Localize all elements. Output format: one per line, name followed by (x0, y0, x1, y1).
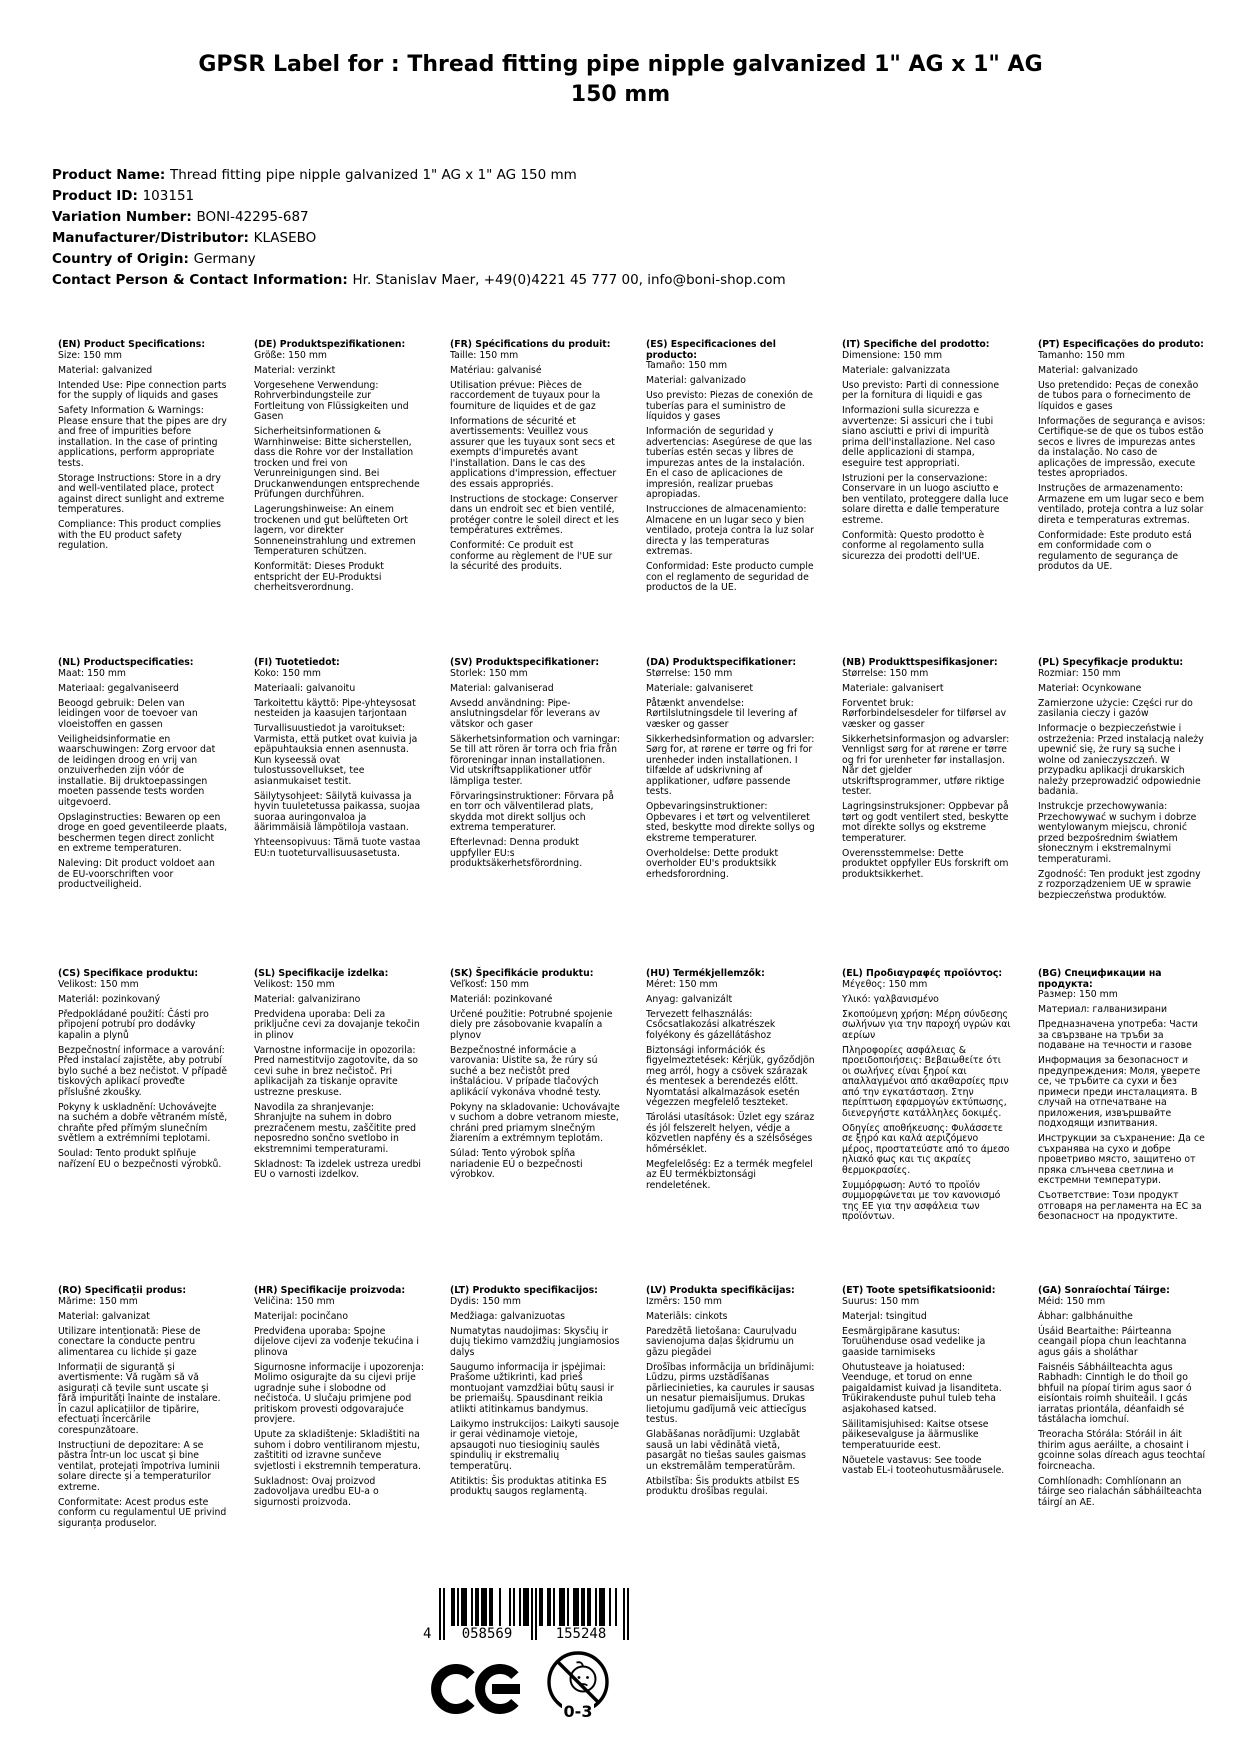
spec-paragraph: Veľkosť: 150 mm (450, 978, 529, 990)
spec-header: (EL) Προδιαγραφές προϊόντος: (842, 968, 1003, 979)
barcode-bar (549, 1588, 551, 1626)
spec-paragraph: Súlad: Tento výrobok spĺňa nariadenie EÚ o bezpečnosti výrobkov. (450, 1148, 583, 1180)
spec-paragraph: Tamanho: 150 mm (1038, 349, 1125, 361)
ce-mark-icon (430, 1660, 526, 1722)
spec-paragraph: Informations de sécurité et avertissements: Veuillez vous assurer que les tuyaux sont secs et exempts d'impuretés avant l'installation. Dans le cas des applications d'impression, effectuer des essais appropriés. (450, 415, 617, 490)
spec-paragraph: Instrucțiuni de depozitare: A se păstra într-un loc uscat și bine ventilat, protejați împotriva luminii solare directe și a temperaturilor extreme. (58, 1439, 220, 1493)
spec-paragraph: Materiaali: galvanoitu (254, 682, 356, 694)
spec-paragraph: Forventet bruk: Rørforbindelsesdeler for tilførsel av væsker og gasser (842, 697, 1007, 730)
spec-paragraph: Navodila za shranjevanje: Shranjujte na suhem in dobro prezračenem mestu, zaščitite pred neposredno sončno svetlobo in ekstremnimi temperaturami. (254, 1101, 416, 1155)
spec-paragraph: Materiál: pozinkovaný (58, 993, 161, 1005)
barcode-digit-first: 4 (423, 1626, 432, 1642)
product-info-label: Variation Number: (52, 209, 197, 225)
spec-paragraph: Информация за безопасност и предупреждения: Моля, уверете се, че тръбите са сухи и без примеси преди инсталацията. В случай на отпечатване на приложения, извършвайте подходящи изпитвания. (1038, 1055, 1201, 1129)
barcode-bar (535, 1588, 537, 1640)
spec-paragraph: Materiāls: cinkots (646, 1310, 728, 1322)
barcode-bar (627, 1588, 629, 1640)
spec-paragraph: Soulad: Tento produkt splňuje nařízení EU o bezpečnosti výrobků. (58, 1148, 222, 1170)
spec-paragraph: Størrelse: 150 mm (842, 667, 929, 679)
spec-paragraph: Material: galvanizat (58, 1310, 150, 1322)
spec-paragraph: Rozmiar: 150 mm (1038, 667, 1121, 679)
spec-paragraph: Sikkerhetsinformasjon og advarsler: Vennligst sørg for at rørene er tørre og fri for urenheter før installasjon. Når det gjelder utskriftsprogrammer, utføre riktige tester. (842, 733, 1010, 797)
spec-header: (SK) Špecifikácie produktu: (450, 968, 594, 979)
barcode-bar (531, 1588, 533, 1640)
spec-paragraph: Предназначена употреба: Части за свързване на тръби за подаване на течности и газове (1038, 1019, 1198, 1051)
barcode-bar (519, 1588, 521, 1626)
spec-header: (NL) Productspecificaties: (58, 657, 194, 668)
spec-paragraph: Intended Use: Pipe connection parts for the supply of liquids and gases (58, 379, 227, 401)
spec-block-ga (1038, 1286, 1208, 1529)
spec-paragraph: Conformità: Questo prodotto è conforme al regolamento sulla sicurezza dei prodotti dell'UE. (842, 529, 985, 562)
barcode-bar (457, 1588, 459, 1626)
spec-paragraph: Størrelse: 150 mm (646, 667, 733, 679)
spec-paragraph: Material: galvaniserad (450, 682, 554, 694)
product-info-label: Contact Person & Contact Information: (52, 272, 353, 288)
barcode-bar (513, 1588, 515, 1626)
spec-paragraph: Materiaal: gegalvaniseerd (58, 682, 179, 694)
spec-paragraph: Medžiaga: galvanizuotas (450, 1310, 565, 1322)
barcode-bar (615, 1588, 617, 1626)
spec-paragraph: Материал: галванизирани (1038, 1004, 1168, 1015)
page-title (0, 50, 1241, 109)
spec-header: (CS) Specifikace produktu: (58, 968, 199, 979)
spec-paragraph: Comhlíonadh: Comhlíonann an táirge seo rialachán sábháilteachta táirgí an AE. (1038, 1475, 1202, 1508)
spec-header: (SV) Produktspecifikationer: (450, 657, 600, 668)
barcode-bar (509, 1588, 511, 1626)
spec-paragraph: Sikkerhedsinformation og advarsler: Sørg for, at rørene er tørre og fri for urenheder inden installationen. I tilfælde af udskrivning af applikationer, udføre passende tests. (646, 733, 815, 797)
spec-paragraph: Instruções de armazenamento: Armazene em um lugar seco e bem ventilado, proteja contra a luz solar direta e temperaturas extremas. (1038, 483, 1205, 526)
spec-paragraph: Materiál: pozinkované (450, 993, 553, 1005)
spec-header: (GA) Sonraíochtaí Táirge: (1038, 1285, 1170, 1296)
barcode-bar (499, 1588, 501, 1626)
product-info-label: Product ID: (52, 188, 143, 204)
barcode-bar (583, 1588, 585, 1626)
spec-paragraph: Overensstemmelse: Dette produktet oppfyller EUs forskrift om produktsikkerhet. (842, 847, 1009, 880)
spec-paragraph: Faisnéis Sábháilteachta agus Rabhadh: Cinntigh le do thoil go bhfuil na píopaí tirim agus saor ó eisíontais roimh shuiteáil. I gcás iarratas priontála, déanfaidh sé tástálacha iomchuí. (1038, 1361, 1192, 1425)
spec-paragraph: Utilisation prévue: Pièces de raccordement de tuyaux pour la fourniture de liquides et de gaz (450, 379, 601, 412)
barcode-bar (563, 1588, 565, 1626)
spec-paragraph: Uso previsto: Parti di connessione per la fornitura di liquidi e gas (842, 379, 1000, 401)
product-info (52, 165, 786, 291)
product-info-value: Germany (193, 251, 256, 267)
spec-paragraph: Sukladnost: Ovaj proizvod zadovoljava uredbu EU-a o sigurnosti proizvoda. (254, 1475, 379, 1508)
spec-paragraph: Lagringsinstruksjoner: Oppbevar på tørt og godt ventilert sted, beskytte mot direkte sollys og ekstreme temperaturer. (842, 801, 1009, 844)
spec-block-lv (646, 1286, 816, 1529)
spec-paragraph: Glabāšanas norādījumi: Uzglabāt sausā un labi vēdinātā vietā, pasargāt no tiešas saules gaismas un ekstremālām temperatūrām. (646, 1429, 806, 1472)
spec-paragraph: Compliance: This product complies with the EU product safety regulation. (58, 519, 221, 551)
spec-paragraph: Suurus: 150 mm (842, 1295, 920, 1307)
product-info-label: Country of Origin: (52, 251, 194, 267)
spec-paragraph: Υλικό: γαλβανισμένο (842, 993, 939, 1005)
spec-paragraph: Materiale: galvaniseret (646, 682, 753, 694)
spec-paragraph: Koko: 150 mm (254, 667, 321, 679)
spec-paragraph: Méret: 150 mm (646, 978, 718, 990)
spec-block-sk (450, 969, 620, 1286)
spec-paragraph: Instrucciones de almacenamiento: Almacene en un lugar seco y bien ventilado, proteja contra la luz solar directa y las temperaturas extremas. (646, 504, 814, 557)
barcode-bar (485, 1588, 487, 1626)
product-info-label: Manufacturer/Distributor: (52, 230, 254, 246)
spec-paragraph: Megfelelőség: Ez a termék megfelel az EU termékbiztonsági rendeletének. (646, 1158, 813, 1191)
spec-paragraph: Materiał: Ocynkowane (1038, 682, 1142, 694)
product-info-row (52, 270, 786, 291)
spec-header: (SL) Specifikacije izdelka: (254, 968, 389, 979)
barcode-bar (553, 1588, 555, 1626)
spec-paragraph: Ohutusteave ja hoiatused: Veenduge, et torud on enne paigaldamist kuivad ja lisanditeta. Trükirakenduste puhul tuleb teha asjakohased katsed. (842, 1361, 1002, 1415)
spec-paragraph: Velikost: 150 mm (58, 978, 139, 990)
spec-block-el (842, 969, 1012, 1286)
spec-header: (HR) Specifikacije proizvoda: (254, 1285, 406, 1296)
spec-header: (NB) Produkttspesifikasjoner: (842, 657, 998, 668)
spec-header: (IT) Specifiche del prodotto: (842, 339, 990, 350)
spec-block-nl (58, 658, 228, 969)
spec-block-pt (1038, 340, 1208, 658)
spec-block-nb (842, 658, 1012, 969)
spec-header: (PL) Specyfikacje produktu: (1038, 657, 1184, 668)
spec-paragraph: Anyag: galvanizált (646, 993, 733, 1005)
spec-block-et (842, 1286, 1012, 1529)
spec-header: (FR) Spécifications du produit: (450, 339, 611, 350)
spec-paragraph: Saugumo informacija ir įspėjimai: Prašome užtikrinti, kad prieš montuojant vamzdžiai būtų sausi ir be priemaišų. Spausdinant reikia atlikti atitinkamus bandymus. (450, 1361, 614, 1415)
spec-paragraph: Säkerhetsinformation och varningar: Se till att rören är torra och fria från föroreningar innan installationen. Vid utskriftsapplikationer utför lämpliga tester. (450, 733, 621, 787)
spec-paragraph: Σκοπούμενη χρήση: Μέρη σύνδεσης σωλήνων για την παροχή υγρών και αερίων (842, 1008, 1011, 1041)
barcode-bar (541, 1588, 543, 1626)
spec-header: (DE) Produktspezifikationen: (254, 339, 406, 350)
barcode-bar (453, 1588, 455, 1626)
spec-paragraph: Συμμόρφωση: Αυτό το προϊόν συμμορφώνεται με τον κανονισμό της ΕΕ για την ασφάλεια των προϊόντων. (842, 1179, 1001, 1222)
spec-paragraph: Informazioni sulla sicurezza e avvertenze: Si assicuri che i tubi siano asciutti e privi di impurità prima dell'installazione. Nel caso delle applicazioni di stampa, eseguire test appropriati. (842, 405, 996, 469)
spec-block-hr (254, 1286, 424, 1529)
spec-paragraph: Predvidena uporaba: Deli za priključne cevi za dovajanje tekočin in plinov (254, 1008, 420, 1041)
spec-paragraph: Sicherheitsinformationen & Warnhinweise: Bitte sicherstellen, dass die Rohre vor der Installation trocken und frei von Verunreinigungen sind. Bei Druckanwendungen entsprechende Prüfungen durchführen. (254, 426, 420, 500)
spec-paragraph: Úsáid Beartaithe: Páirteanna ceangail píopa chun leachtanna agus gáis a sholáthar (1038, 1325, 1187, 1358)
spec-paragraph: Varnostne informacije in opozorila: Pred namestitvijo zagotovite, da so cevi suhe in brez nečistoč. Pri aplikacijah za tiskanje opravite ustrezne preskuse. (254, 1044, 418, 1098)
spec-header: (RO) Specificații produs: (58, 1285, 187, 1296)
spec-paragraph: Zgodność: Ten produkt jest zgodny z rozporządzeniem UE w sprawie bezpieczeństwa produktów. (1038, 868, 1201, 901)
spec-paragraph: Bezpečnostní informace a varování: Před instalací zajistěte, aby potrubí bylo suché a bez nečistot. V případě tiskových aplikací proveďte příslušné zkoušky. (58, 1044, 228, 1098)
spec-paragraph: Paredzētā lietošana: Cauruļvadu savienojuma daļas šķidrumu un gāzu piegādei (646, 1325, 797, 1358)
age-warning-label: 0-3 (563, 1702, 593, 1721)
spec-paragraph: Efterlevnad: Denna produkt uppfyller EU:s produktsäkerhetsförordning. (450, 837, 583, 869)
barcode-bar (595, 1588, 597, 1626)
barcode-bar (471, 1588, 473, 1626)
product-info-row (52, 165, 786, 186)
spec-paragraph: Tárolási utasítások: Üzlet egy száraz és jól felszerelt helyen, védje a közvetlen napfény és a szélsőséges hőmérséklet. (646, 1112, 815, 1155)
spec-header: (FI) Tuotetiedot: (254, 657, 340, 668)
spec-paragraph: Biztonsági információk és figyelmeztetések: Kérjük, győződjön meg arról, hogy a csövek szárazak és mentesek a berendezés előtt. Nyomtatási alkalmazások esetén végezzen megfelelő teszteket. (646, 1044, 815, 1108)
spec-paragraph: Konformität: Dieses Produkt entspricht der EU-Produktsi cherheitsverordnung. (254, 561, 384, 593)
spec-paragraph: Matériau: galvanisé (450, 364, 542, 376)
spec-paragraph: Yhteensopivuus: Tämä tuote vastaa EU:n tuoteturvallisuusasetusta. (254, 837, 421, 859)
spec-block-lt (450, 1286, 620, 1529)
barcode-digits-left: 058569 (461, 1626, 513, 1642)
spec-paragraph: Tarkoitettu käyttö: Pipe-yhteysosat nesteiden ja kaasujen tarjontaan (254, 697, 416, 719)
spec-paragraph: Säilytysohjeet: Säilytä kuivassa ja hyvin tuuletetussa paikassa, suojaa suoraa auringonvaloa ja äärimmäisiä lämpötiloja vastaan. (254, 790, 421, 833)
spec-paragraph: Utilizare intenționată: Piese de conectare la conducte pentru alimentarea cu lichide și gaze (58, 1325, 201, 1358)
spec-paragraph: Naleving: Dit product voldoet aan de EU-voorschriften voor productveiligheid. (58, 858, 215, 890)
spec-paragraph: Drošības informācija un brīdinājumi: Lūdzu, pirms uzstādīšanas pārliecinieties, ka caurules ir sausas un nesatur piemaisījumus. Drukas lietojumu gadījumā veic attiecīgus testus. (646, 1361, 815, 1425)
barcode-bar (527, 1588, 529, 1626)
spec-paragraph: Uso previsto: Piezas de conexión de tuberías para el suministro de líquidos y gases (646, 390, 814, 422)
product-info-value: 103151 (142, 188, 195, 204)
spec-paragraph: Materjal: tsingitud (842, 1310, 927, 1322)
spec-paragraph: Predviđena uporaba: Spojne dijelove cijevi za vođenje tekućina i plinova (254, 1325, 419, 1358)
spec-paragraph: Material: galvanized (58, 364, 153, 376)
spec-paragraph: Instructions de stockage: Conserver dans un endroit sec et bien ventilé, protéger contre le soleil direct et les températures extrêmes. (450, 493, 619, 536)
spec-paragraph: Μέγεθος: 150 mm (842, 978, 928, 990)
product-info-row (52, 207, 786, 228)
spec-block-cs (58, 969, 228, 1286)
spec-paragraph: Materijal: pocinčano (254, 1310, 349, 1322)
spec-paragraph: Veličina: 150 mm (254, 1295, 335, 1307)
spec-paragraph: Pokyny k uskladnění: Uchovávejte na suchém a dobře větraném místě, chraňte před přímým slunečním světlem a extrémními teplotami. (58, 1101, 228, 1144)
spec-block-hu (646, 969, 816, 1286)
spec-paragraph: Istruzioni per la conservazione: Conservare in un luogo asciutto e ben ventilato, proteggere dalla luce solare diretta e dalle temperature estreme. (842, 472, 1009, 526)
spec-header: (HU) Termékjellemzők: (646, 968, 765, 979)
spec-paragraph: Mărime: 150 mm (58, 1295, 138, 1307)
spec-paragraph: Opslaginstructies: Bewaren op een droge en goed geventileerde plaats, beschermen tegen direct zonlicht en extreme temperaturen. (58, 811, 228, 854)
spec-paragraph: Dydis: 150 mm (450, 1295, 521, 1307)
spec-paragraph: Vorgesehene Verwendung: Rohrverbindungsteile zur Fortleitung von Flüssigkeiten und Gasen (254, 379, 409, 422)
spec-block-fr (450, 340, 620, 658)
spec-paragraph: Påtænkt anvendelse: Rørtilslutningsdele til levering af væsker og gasser (646, 697, 798, 730)
spec-block-sl (254, 969, 424, 1286)
spec-paragraph: Conformidad: Este producto cumple con el reglamento de seguridad de productos de la UE. (646, 561, 814, 593)
product-info-value: Hr. Stanislav Maer, +49(0)4221 45 777 00, info@boni-shop.com (352, 272, 786, 288)
spec-paragraph: Инструкции за съхранение: Да се съхранява на сухо и добре проветриво място, защитено от пряка слънчева светлина и екстремни температури. (1038, 1133, 1205, 1186)
barcode-bar (609, 1588, 611, 1626)
spec-paragraph: Förvaringsinstruktioner: Förvara på en torr och välventilerad plats, skydda mot direkt solljus och extrema temperaturer. (450, 790, 614, 833)
barcode-bar (465, 1588, 467, 1626)
spec-paragraph: Säilitamisjuhised: Kaitse otsese päikesevalguse ja äärmuslike temperatuuride eest. (842, 1418, 989, 1451)
spec-paragraph: Conformitate: Acest produs este conform cu regulamentul UE privind siguranța produselor. (58, 1496, 227, 1529)
spec-paragraph: Material: galvanizirano (254, 993, 361, 1005)
spec-paragraph: Size: 150 mm (58, 349, 122, 361)
spec-paragraph: Taille: 150 mm (450, 349, 519, 361)
spec-paragraph: Méid: 150 mm (1038, 1295, 1106, 1307)
spec-header: (ES) Especificaciones del producto: (646, 339, 776, 361)
spec-header: (EN) Product Specifications: (58, 339, 206, 350)
spec-paragraph: Größe: 150 mm (254, 349, 327, 361)
spec-paragraph: Veiligheidsinformatie en waarschuwingen: Zorg ervoor dat de leidingen droog en vrij van onzuiverheden zijn vóór de installatie. Bij druktoepassingen moeten passende tests worden uitgevoerd. (58, 733, 216, 808)
spec-paragraph: Storage Instructions: Store in a dry and well-ventilated place, protect against direct sunlight and extreme temperatures. (58, 472, 225, 515)
product-info-label: Product Name: (52, 167, 170, 183)
spec-paragraph: Οδηγίες αποθήκευσης: Φυλάσσετε σε ξηρό και καλά αεριζόμενο μέρος, προστατεύστε από το άμεσο ηλιακό φως και τις ακραίες θερμοκρασίες. (842, 1122, 1010, 1176)
spec-paragraph: Informații de siguranță și avertismente: Vă rugăm să vă asigurați că țevile sunt uscate și fără impurități înainte de instalare. În cazul aplicațiilor de tipărire, efectuați încercările corespunzătoare. (58, 1361, 221, 1436)
page-title-text: GPSR Label for : Thread fitting pipe nipple galvanized 1" AG x 1" AG 150 mm (198, 52, 1043, 107)
spec-paragraph: Informações de segurança e avisos: Certifique-se de que os tubos estão secos e livres de impurezas antes da instalação. No caso de aplicações de impressão, execute testes apropriados. (1038, 415, 1206, 479)
spec-paragraph: Avsedd användning: Pipe-anslutningsdelar för leverans av vätskor och gaser (450, 697, 601, 730)
spec-paragraph: Storlek: 150 mm (450, 667, 528, 679)
spec-paragraph: Materiale: galvanizzata (842, 364, 951, 376)
spec-paragraph: Materiale: galvanisert (842, 682, 944, 694)
spec-header: (LV) Produkta specifikācijas: (646, 1285, 795, 1296)
spec-paragraph: Beoogd gebruik: Delen van leidingen voor de toevoer van vloeistoffen en gassen (58, 697, 198, 730)
barcode-bar (491, 1588, 493, 1626)
barcode-bar (603, 1588, 605, 1626)
spec-block-bg (1038, 969, 1208, 1286)
barcode-digits-right: 155248 (555, 1626, 607, 1642)
product-info-row (52, 249, 786, 270)
spec-paragraph: Overholdelse: Dette produkt overholder EU's produktsikk erhedsforordning. (646, 847, 779, 880)
spec-paragraph: Conformité: Ce produit est conforme au règlement de l'UE sur la sécurité des produits. (450, 540, 613, 572)
spec-paragraph: Dimensione: 150 mm (842, 349, 943, 361)
barcode-bar (567, 1588, 569, 1626)
barcode (423, 1588, 629, 1644)
spec-paragraph: Ábhar: galbhánuithe (1038, 1310, 1133, 1322)
spec-paragraph: Nõuetele vastavus: See toode vastab EL-i tooteohutusmäärusele. (842, 1454, 1005, 1476)
product-info-row (52, 186, 786, 207)
product-info-value: KLASEBO (253, 230, 317, 246)
barcode-bar (623, 1588, 625, 1640)
spec-paragraph: Opbevaringsinstruktioner: Opbevares i et tørt og velventileret sted, beskytte mod direkte sollys og ekstreme temperaturer. (646, 801, 815, 844)
spec-paragraph: Material: galvanizado (1038, 364, 1138, 376)
product-info-value: BONI-42295-687 (196, 209, 309, 225)
spec-paragraph: Zamierzone użycie: Części rur do zasilania cieczy i gazów (1038, 697, 1193, 719)
spec-paragraph: Skladnost: Ta izdelek ustreza uredbi EU o varnosti izdelkov. (254, 1158, 422, 1180)
spec-paragraph: Размер: 150 mm (1038, 989, 1118, 1000)
spec-block-en (58, 340, 228, 658)
spec-block-da (646, 658, 816, 969)
spec-paragraph: Tervezett felhasználás: Csőcsatlakozási alkatrészek folyékony és gázellátáshoz (646, 1008, 776, 1041)
spec-paragraph: Numatytas naudojimas: Skysčių ir dujų tiekimo vamzdžių jungiamosios dalys (450, 1325, 620, 1358)
spec-paragraph: Bezpečnostné informácie a varovania: Uistite sa, že rúry sú suché a bez nečistôt pred inštaláciou. V prípade tlačových aplikácií vykonáva vhodné testy. (450, 1044, 601, 1098)
product-info-value: Thread fitting pipe nipple galvanized 1" AG x 1" AG 150 mm (170, 167, 577, 183)
spec-paragraph: Material: verzinkt (254, 364, 336, 376)
spec-paragraph: Pokyny na skladovanie: Uchovávajte v suchom a dobre vetranom mieste, chráni pred priamym slnečným žiarením a extrémnym teplotám. (450, 1101, 620, 1144)
spec-paragraph: Určené použitie: Potrubné spojenie diely pre zásobovanie kvapalín a plynov (450, 1008, 613, 1041)
spec-paragraph: Předpokládané použití: Části pro připojení potrubí pro dodávky kapalin a plynů (58, 1008, 209, 1041)
spec-paragraph: Información de seguridad y advertencias: Asegúrese de que las tuberías estén secas y libres de impurezas antes de la instalación. En el caso de aplicaciones de impresión, realizar pruebas apropiadas. (646, 426, 812, 500)
spec-block-it (842, 340, 1012, 658)
product-info-row (52, 228, 786, 249)
spec-block-sv (450, 658, 620, 969)
spec-block-fi (254, 658, 424, 969)
barcode-bar (577, 1588, 579, 1626)
spec-paragraph: Treoracha Stórála: Stóráil in áit thirim agus aeráilte, a chosaint i gcoinne solas díreach agus teochtaí foircneacha. (1038, 1429, 1206, 1472)
spec-block-pl (1038, 658, 1208, 969)
barcode-bar (589, 1588, 591, 1626)
spec-paragraph: Instrukcje przechowywania: Przechowywać w suchym i dobrze wentylowanym miejscu, chronić przed bezpośrednim światłem słonecznym i ekstremalnymi temperaturami. (1038, 801, 1197, 865)
spec-header: (PT) Especificações do produto: (1038, 339, 1204, 350)
spec-block-ro (58, 1286, 228, 1529)
spec-block-es (646, 340, 816, 658)
spec-paragraph: Atitiktis: Šis produktas atitinka ES produktų saugos reglamentą. (450, 1475, 607, 1497)
spec-paragraph: Turvallisuustiedot ja varoitukset: Varmista, että putket ovat kuivia ja epäpuhtauksia ennen asennusta. Kun kyseessä ovat tulostussovellukset, tee asianmukaiset testit. (254, 723, 418, 787)
spec-header: (LT) Produkto specifikacijos: (450, 1285, 598, 1296)
spec-header: (DA) Produktspecifikationer: (646, 657, 797, 668)
spec-paragraph: Lagerungshinweise: An einem trockenen und gut belüfteten Ort lagern, vor direkter Sonneneinstrahlung und extremen Temperaturen schützen. (254, 504, 416, 557)
spec-paragraph: Tamaño: 150 mm (646, 360, 728, 371)
spec-paragraph: Conformidade: Este produto está em conformidade com o regulamento de segurança de produtos da UE. (1038, 529, 1192, 572)
spec-paragraph: Maat: 150 mm (58, 667, 126, 679)
spec-paragraph: Πληροφορίες ασφάλειας & προειδοποιήσεις: Βεβαιωθείτε ότι οι σωλήνες είναι ξηροί και απαλλαγμένοι από ακαθαρσίες πριν από την εγκατάσταση. Στην περίπτωση εφαρμογών εκτύπωσης, διενεργήστε κατάλληλες δοκιμές. (842, 1044, 1009, 1119)
age-warning-icon (546, 1646, 610, 1730)
spec-grid (58, 340, 1208, 1529)
spec-header: (ET) Toote spetsifikatsioonid: (842, 1285, 996, 1296)
spec-paragraph: Eesmärgipärane kasutus: Toruühenduse osad vedelike ja gaaside tarnimiseks (842, 1325, 986, 1358)
spec-paragraph: Izmērs: 150 mm (646, 1295, 722, 1307)
spec-header: (BG) Спецификации на продукта: (1038, 968, 1162, 990)
barcode-bar (439, 1588, 441, 1640)
spec-paragraph: Velikost: 150 mm (254, 978, 335, 990)
spec-paragraph: Съответствие: Този продукт отговаря на регламента на ЕС за безопасност на продуктите. (1038, 1190, 1202, 1222)
spec-paragraph: Uso pretendido: Peças de conexão de tubos para o fornecimento de líquidos e gases (1038, 379, 1199, 412)
spec-paragraph: Safety Information & Warnings: Please ensure that the pipes are dry and free of impurities before installation. In the case of printing applications, perform appropriate tests. (58, 405, 227, 469)
spec-paragraph: Laikymo instrukcijos: Laikyti sausoje ir gerai vėdinamoje vietoje, apsaugoti nuo tiesioginių saulės spindulių ir ekstremalių temperatūrų. (450, 1418, 620, 1472)
spec-block-de (254, 340, 424, 658)
spec-paragraph: Upute za skladištenje: Skladištiti na suhom i dobro ventiliranom mjestu, zaštititi od izravne sunčeve svjetlosti i ekstremnih temperatura. (254, 1429, 422, 1472)
barcode-bar (477, 1588, 479, 1626)
spec-paragraph: Atbilstība: Šis produkts atbilst ES produktu drošības regulai. (646, 1475, 800, 1497)
spec-paragraph: Material: galvanizado (646, 375, 746, 386)
spec-paragraph: Informacje o bezpieczeństwie i ostrzeżenia: Przed instalacją należy upewnić się, że rury są suche i wolne od zanieczyszczeń. W przypadku aplikacji drukarskich należy przeprowadzić odpowiednie badania. (1038, 723, 1204, 797)
spec-paragraph: Sigurnosne informacije i upozorenja: Molimo osigurajte da su cijevi prije ugradnje suhe i slobodne od nečistoća. U slučaju primjene pod pritiskom provesti odgovarajuće provjere. (254, 1361, 424, 1425)
